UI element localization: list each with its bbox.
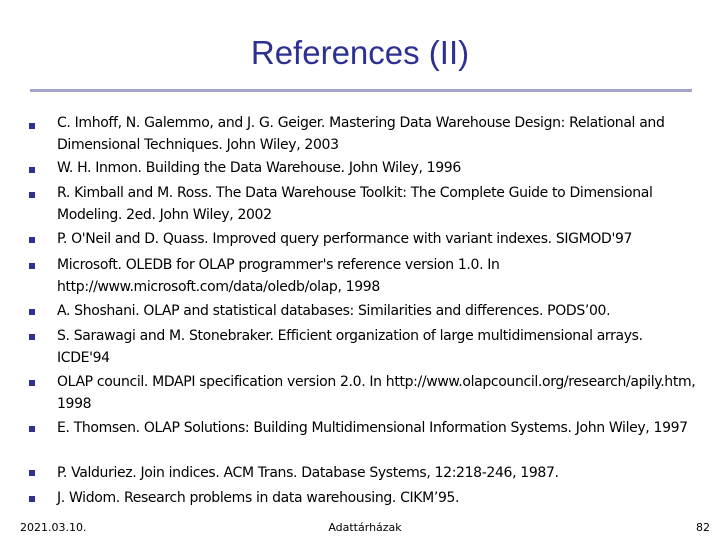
bullet-icon (29, 334, 35, 340)
list-item: A. Shoshani. OLAP and statistical databases: Similarities and differences. PODS’00. (57, 303, 611, 319)
bullet-icon (29, 263, 35, 269)
list-item: P. O'Neil and D. Quass. Improved query performance with variant indexes. SIGMOD'97 (57, 231, 633, 247)
slide-title: References (II) (250, 34, 470, 71)
list-item: Microsoft. OLEDB for OLAP programmer's reference version 1.0. In http://www.microsoft.com/data/oledb/olap, 1998 (57, 257, 500, 295)
bullet-icon (29, 167, 35, 173)
bullet-icon (29, 123, 35, 129)
bullet-icon (29, 380, 35, 386)
list-item: W. H. Inmon. Building the Data Warehouse. John Wiley, 1996 (57, 160, 461, 176)
bullet-icon (29, 496, 35, 502)
bullet-icon (29, 192, 35, 198)
footer-course: Adattárházak (328, 521, 402, 534)
list-item: S. Sarawagi and M. Stonebraker. Efficient organization of large multidimensional arrays. ICDE'94 (57, 328, 643, 366)
list-item: E. Thomsen. OLAP Solutions: Building Multidimensional Information Systems. John Wiley, 1997 (57, 420, 688, 436)
bullet-icon (29, 426, 35, 432)
list-item: J. Widom. Research problems in data warehousing. CIKM’95. (57, 490, 460, 506)
list-item: P. Valduriez. Join indices. ACM Trans. Database Systems, 12:218-246, 1987. (57, 465, 559, 481)
list-item: R. Kimball and M. Ross. The Data Warehouse Toolkit: The Complete Guide to Dimensional Modeling. 2ed. John Wiley, 2002 (57, 185, 653, 223)
page-number: 82 (696, 521, 710, 534)
list-item: OLAP council. MDAPI specification version 2.0. In http://www.olapcouncil.org/research/apily.htm, 1998 (57, 374, 696, 412)
bullet-icon (29, 309, 35, 315)
list-item: C. Imhoff, N. Galemmo, and J. G. Geiger. Mastering Data Warehouse Design: Relational and Dimensional Techniques. John Wiley, 2003 (57, 115, 665, 153)
bullet-icon (29, 470, 35, 476)
footer-date: 2021.03.10. (20, 521, 87, 534)
bullet-icon (29, 237, 35, 243)
